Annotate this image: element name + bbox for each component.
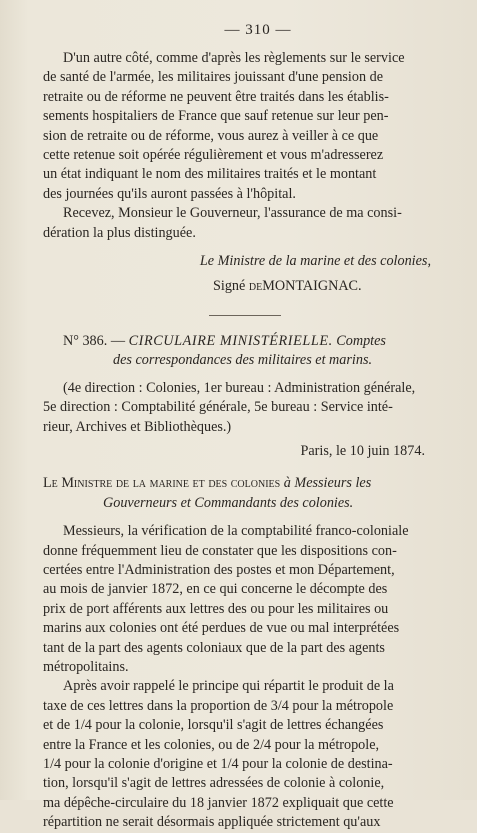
text-line: 5e direction : Comptabilité générale, 5e bureau : Service inté-: [43, 399, 393, 416]
circular-subtitle: des correspondances des militaires et marins.: [113, 352, 373, 369]
address-line: [43, 474, 453, 513]
text-line: des journées qu'ils auront passées à l'hôpital.: [43, 185, 296, 202]
text-line: taxe de ces lettres dans la proportion de 3/4 pour la métropole: [43, 697, 394, 714]
text-line: prix de port afférents aux lettres des ou pour les militaires ou: [43, 600, 389, 617]
text-line: ma dépêche-circulaire du 18 janvier 1872 expliquait que cette: [43, 794, 394, 811]
section-divider: [209, 315, 281, 316]
text-line: D'un autre côté, comme d'après les règlements sur le service: [63, 50, 405, 66]
text-line: et de 1/4 pour la colonie, lorsqu'il s'agit de lettres échangées: [43, 717, 384, 734]
page-number: — 310 —: [224, 22, 292, 38]
text-line: (4e direction : Colonies, 1er bureau : Administration générale,: [63, 380, 416, 397]
text-line: tant de la part des agents coloniaux que de la part des agents: [43, 639, 385, 656]
address-sender: Le Ministre de la marine et des colonies: [43, 475, 281, 492]
text-line: sements hospitaliers de France que sauf retenue sur leur pen-: [43, 108, 389, 125]
text-line: 1/4 pour la colonie d'origine et 1/4 pour la colonie de destina-: [43, 755, 393, 772]
text-line: Messieurs, la vérification de la comptabilité franco-coloniale: [63, 523, 409, 540]
address-first: [43, 474, 453, 493]
signed-prefix: Signé: [213, 278, 246, 295]
text-line: sion de retraite ou de réforme, vous aurez à veiller à ce que: [43, 127, 379, 144]
signature-name: [213, 278, 453, 295]
signed-name: MONTAIGNAC.: [262, 278, 362, 295]
circular-title: CIRCULAIRE MINISTÉRIELLE.: [128, 333, 333, 350]
text-line: retraite ou de réforme ne peuvent être traités dans les établis-: [43, 88, 389, 105]
text-line: marins aux colonies ont été perdues de vue ou mal interprétées: [43, 620, 400, 637]
text-line: Après avoir rappelé le principe qui répartit le produit de la: [63, 678, 394, 695]
paragraph-repartition: [43, 677, 453, 832]
text-line: rieur, Archives et Bibliothèques.): [43, 418, 232, 435]
text-line: donne fréquemment lieu de constater que les dispositions con-: [43, 542, 397, 559]
circular-date: Paris, le 10 juin 1874.: [300, 443, 425, 460]
text-line: métropolitains.: [43, 658, 129, 675]
paragraph-pensions: [43, 49, 453, 204]
text-line: au mois de janvier 1872, en ce qui concerne le décompte des: [43, 581, 388, 598]
signature-title: Le Ministre de la marine et des colonies,: [199, 253, 431, 270]
signed-de: de: [248, 278, 263, 295]
text-line: un état indiquant le nom des militaires traités et le montant: [43, 166, 377, 183]
circular-heading: [63, 332, 453, 370]
paragraph-closing: [43, 204, 453, 243]
text-line: entre la France et les colonies, ou de 2/4 pour la métropole,: [43, 736, 380, 753]
circular-number: N° 386. —: [63, 333, 126, 350]
text-line: dération la plus distinguée.: [43, 224, 196, 241]
text-line: Recevez, Monsieur le Gouverneur, l'assurance de ma consi-: [63, 205, 402, 222]
paragraph-verification: [43, 522, 453, 677]
circular-title-rest: Comptes: [336, 333, 386, 350]
text-line: cette retenue soit opérée régulièrement et vous m'adresserez: [43, 147, 384, 164]
address-to-line2: Gouverneurs et Commandants des colonies.: [103, 494, 354, 511]
text-line: répartition ne serait désormais appliquée strictement qu'aux: [43, 814, 381, 831]
text-line: de santé de l'armée, les militaires jouissant d'une pension de: [43, 69, 384, 86]
direction-note: [43, 379, 453, 437]
address-to: à Messieurs les: [283, 475, 372, 492]
text-line: certées entre l'Administration des postes et mon Département,: [43, 561, 395, 578]
text-line: tion, lorsqu'il s'agit de lettres adressées de colonie à colonie,: [43, 775, 385, 792]
